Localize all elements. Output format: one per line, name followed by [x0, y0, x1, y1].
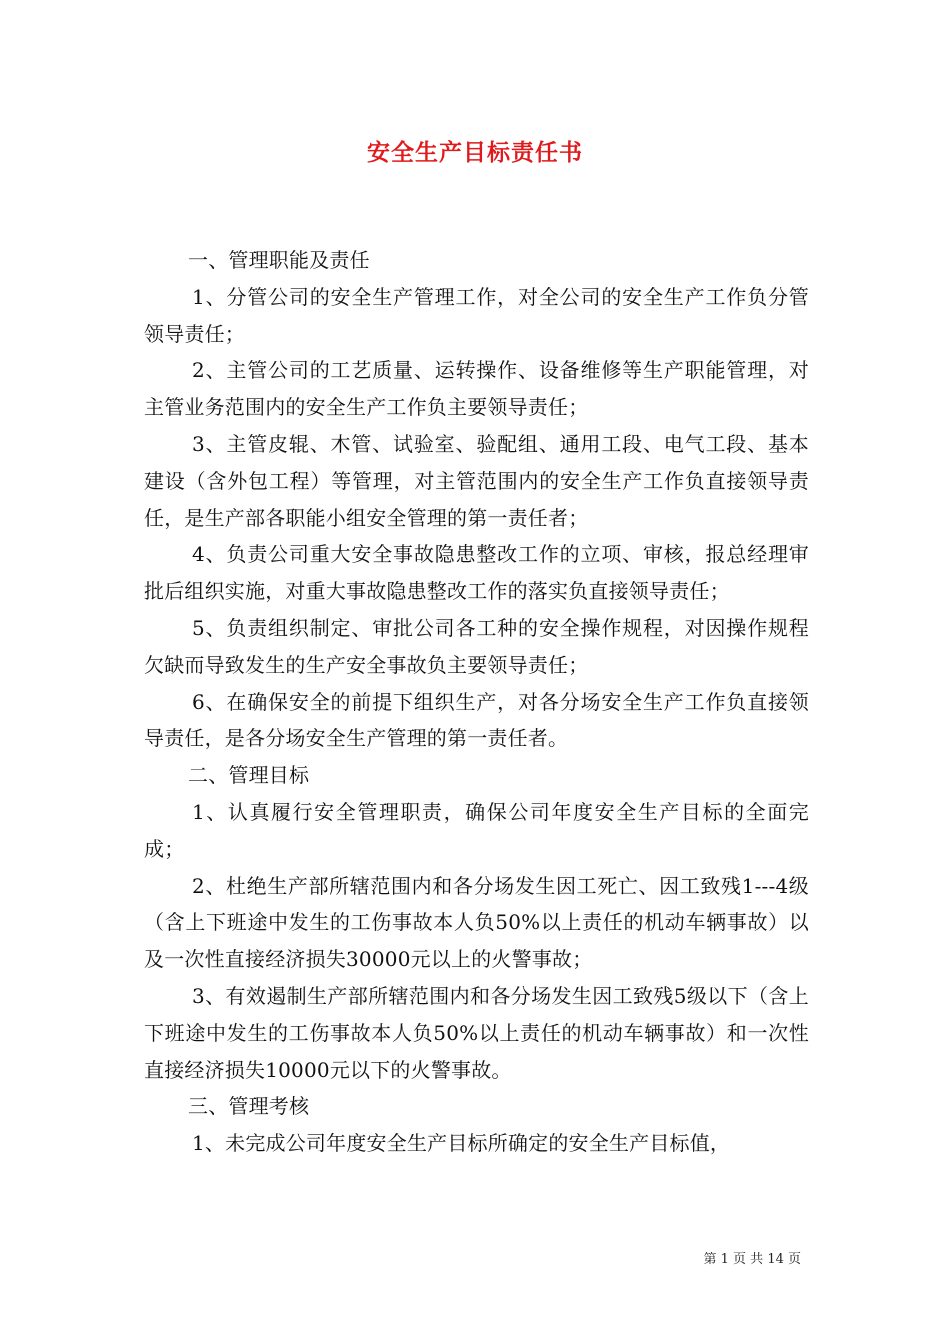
- clause-paragraph: 1、未完成公司年度安全生产目标所确定的安全生产目标值，: [192, 1131, 731, 1156]
- document-body: [144, 242, 809, 1162]
- clause-paragraph: 1、认真履行安全管理职责，确保公司年度安全生产目标的全面完成；: [144, 799, 809, 861]
- clause-paragraph: 4、负责公司重大安全事故隐患整改工作的立项、审核，报总经理审批后组织实施，对重大事故隐患整改工作的落实负直接领导责任；: [144, 542, 809, 604]
- clause-paragraph: 3、有效遏制生产部所辖范围内和各分场发生因工致残5级以下（含上下班途中发生的工伤事故本人负50%以上责任的机动车辆事故）和一次性直接经济损失10000元以下的火警事故。: [144, 983, 809, 1082]
- section-heading: 二、管理目标: [188, 763, 310, 788]
- clause-paragraph: 2、主管公司的工艺质量、运转操作、设备维修等生产职能管理，对主管业务范围内的安全生产工作负主要领导责任；: [144, 358, 809, 420]
- clause-paragraph: 6、在确保安全的前提下组织生产，对各分场安全生产工作负直接领导责任，是各分场安全生产管理的第一责任者。: [144, 689, 809, 751]
- clause-paragraph: 2、杜绝生产部所辖范围内和各分场发生因工死亡、因工致残1---4级（含上下班途中发生的工伤事故本人负50%以上责任的机动车辆事故）以及一次性直接经济损失30000元以上的火警事故；: [144, 873, 809, 972]
- section-heading: 三、管理考核: [188, 1094, 310, 1119]
- clause-paragraph: 1、分管公司的安全生产管理工作，对全公司的安全生产工作负分管领导责任；: [144, 284, 809, 346]
- clause-paragraph: 3、主管皮辊、木管、试验室、验配组、通用工段、电气工段、基本建设（含外包工程）等管理，对主管范围内的安全生产工作负直接领导责任，是生产部各职能小组安全管理的第一责任者；: [144, 431, 809, 530]
- document-title: 安全生产目标责任书: [367, 139, 583, 166]
- clause-paragraph: 5、负责组织制定、审批公司各工种的安全操作规程，对因操作规程欠缺而导致发生的生产安全事故负主要领导责任；: [144, 615, 809, 677]
- section-heading: 一、管理职能及责任: [188, 248, 370, 272]
- page-number: 第 1 页 共 14 页: [703, 1252, 801, 1267]
